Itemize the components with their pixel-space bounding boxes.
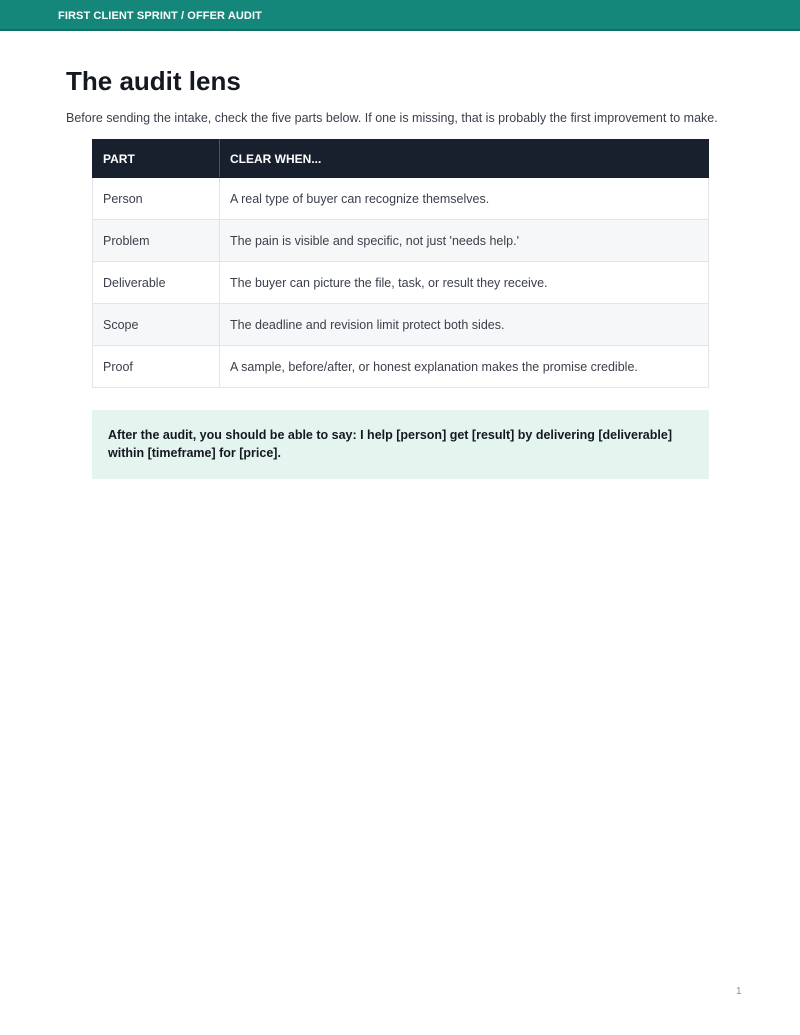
table-row bbox=[93, 346, 709, 388]
clear-when-cell: The buyer can picture the file, task, or result they receive. bbox=[220, 262, 709, 304]
part-cell: Person bbox=[93, 178, 220, 220]
part-cell: Problem bbox=[93, 220, 220, 262]
table-row bbox=[93, 262, 709, 304]
table-row bbox=[93, 178, 709, 220]
part-cell: Proof bbox=[93, 346, 220, 388]
table-row bbox=[93, 304, 709, 346]
page-number: 1 bbox=[736, 986, 742, 997]
part-cell: Deliverable bbox=[93, 262, 220, 304]
clear-when-cell: A sample, before/after, or honest explanation makes the promise credible. bbox=[220, 346, 709, 388]
clear-when-cell: A real type of buyer can recognize themselves. bbox=[220, 178, 709, 220]
part-cell: Scope bbox=[93, 304, 220, 346]
top-header-bar bbox=[0, 0, 800, 31]
intro-paragraph: Before sending the intake, check the five parts below. If one is missing, that is probably the first improvement to make. bbox=[66, 111, 718, 125]
audit-table bbox=[92, 139, 709, 388]
column-header-part: PART bbox=[93, 140, 220, 178]
table-header-row bbox=[93, 140, 709, 178]
clear-when-cell: The deadline and revision limit protect both sides. bbox=[220, 304, 709, 346]
clear-when-cell: The pain is visible and specific, not just 'needs help.' bbox=[220, 220, 709, 262]
breadcrumb: FIRST CLIENT SPRINT / OFFER AUDIT bbox=[58, 10, 262, 22]
page-title: The audit lens bbox=[66, 66, 241, 96]
callout-text: After the audit, you should be able to say: I help [person] get [result] by delivering [deliverable] within [timeframe] for [price]. bbox=[108, 428, 672, 460]
table-row bbox=[93, 220, 709, 262]
summary-callout bbox=[92, 410, 709, 479]
column-header-clear-when: CLEAR WHEN... bbox=[220, 140, 709, 178]
